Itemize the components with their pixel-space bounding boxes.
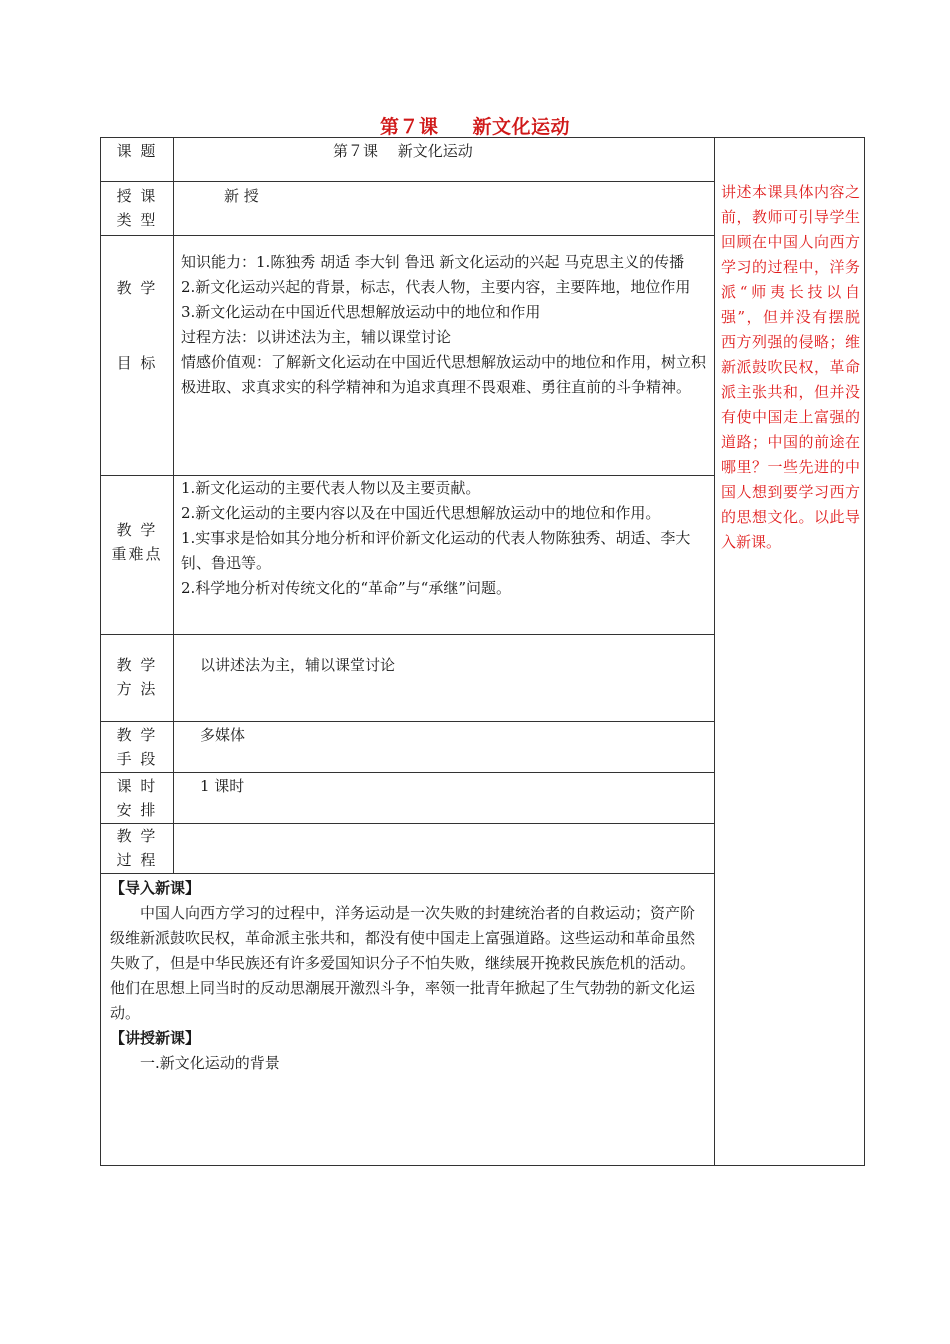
topic-text: 第７课 新文化运动 bbox=[333, 142, 473, 160]
label-line: 重难点 bbox=[111, 545, 163, 563]
row-divider bbox=[100, 873, 714, 874]
schedule-value bbox=[200, 774, 727, 799]
objective-line: 2.新文化运动兴起的背景，标志，代表人物，主要内容，主要阵地，地位作用 bbox=[181, 278, 691, 296]
intro-heading: 【导入新课】 bbox=[110, 879, 201, 897]
label-line: 安 排 bbox=[116, 801, 158, 819]
row-divider bbox=[100, 721, 714, 722]
row-divider bbox=[100, 235, 714, 236]
new-lesson-heading: 【讲授新课】 bbox=[110, 1029, 201, 1047]
row-divider bbox=[100, 181, 714, 182]
key-point-line: 2.科学地分析对传统文化的“革命”与“承继”问题。 bbox=[181, 579, 511, 597]
label-line: 方 法 bbox=[116, 680, 158, 698]
schedule-text: 1 课时 bbox=[200, 777, 245, 795]
row-label-objectives-2 bbox=[101, 351, 173, 375]
section-one-heading: 一.新文化运动的背景 bbox=[140, 1054, 280, 1072]
row-label-method bbox=[101, 653, 173, 701]
objective-line: 3.新文化运动在中国近代思想解放运动中的地位和作用 bbox=[181, 303, 541, 321]
row-label-key-points bbox=[101, 518, 173, 566]
method-value bbox=[200, 653, 727, 678]
row-label-lesson-type bbox=[101, 184, 173, 232]
label-line: 手 段 bbox=[116, 750, 158, 768]
lesson-topic: 新文化运动 bbox=[472, 116, 571, 138]
process-content bbox=[110, 876, 705, 1076]
lesson-type-value bbox=[224, 184, 751, 209]
objectives-content bbox=[181, 250, 708, 400]
label-text: 课 题 bbox=[116, 142, 158, 160]
teacher-side-note: 讲述本课具体内容之前，教师可引导学生回顾在中国人向西方学习的过程中，洋务派“师夷长技以自强”，但并没有摆脱西方列强的侵略；维新派鼓吹民权，革命派主张共和，但并没有使中国走上富强的道路；中国的前途在哪里？一些先进的中国人想到要学习西方的思想文化。以此导入新课。 bbox=[721, 183, 860, 551]
means-text: 多媒体 bbox=[200, 726, 246, 744]
key-point-line: 2.新文化运动的主要内容以及在中国近代思想解放运动中的地位和作用。 bbox=[181, 504, 661, 522]
row-divider bbox=[100, 634, 714, 635]
objective-line: 情感价值观：了解新文化运动在中国近代思想解放运动中的地位和作用，树立积极进取、求真求实的科学精神和为追求真理不畏艰难、勇往直前的斗争精神。 bbox=[181, 353, 707, 396]
label-line: 教 学 bbox=[116, 827, 158, 845]
means-value bbox=[200, 723, 727, 748]
label-line: 教 学 bbox=[116, 521, 158, 539]
lesson-type-text: 新 授 bbox=[224, 187, 259, 205]
label-line: 教 学 bbox=[116, 279, 158, 297]
row-label-process bbox=[101, 824, 173, 872]
label-line: 类 型 bbox=[116, 211, 158, 229]
key-point-line: 1.新文化运动的主要代表人物以及主要贡献。 bbox=[181, 479, 481, 497]
row-label-topic bbox=[101, 139, 173, 163]
page-title bbox=[0, 112, 950, 139]
row-divider bbox=[100, 823, 714, 824]
label-column-divider bbox=[173, 137, 174, 873]
objective-line: 知识能力：1.陈独秀 胡适 李大钊 鲁迅 新文化运动的兴起 马克思主义的传播 bbox=[181, 253, 685, 271]
label-line: 过 程 bbox=[116, 851, 158, 869]
key-points-content bbox=[181, 476, 708, 601]
method-text: 以讲述法为主，辅以课堂讨论 bbox=[200, 656, 396, 674]
row-label-schedule bbox=[101, 774, 173, 822]
key-point-line: 1.实事求是恰如其分地分析和评价新文化运动的代表人物陈独秀、胡适、李大钊、鲁迅等。 bbox=[181, 529, 691, 572]
intro-paragraph: 中国人向西方学习的过程中，洋务运动是一次失败的封建统治者的自救运动；资产阶级维新派鼓吹民权，革命派主张共和，都没有使中国走上富强道路。这些运动和革命虽然失败了，但是中华民族还有许多爱国知识分子不怕失败，继续展开挽救民族危机的活动。他们在思想上同当时的反动思潮展开激烈斗争，率领一批青年掀起了生气勃勃的新文化运动。 bbox=[110, 904, 696, 1022]
side-column-divider bbox=[714, 137, 715, 1166]
label-line: 课 时 bbox=[116, 777, 158, 795]
objective-line: 过程方法：以讲述法为主，辅以课堂讨论 bbox=[181, 328, 452, 346]
row-divider bbox=[100, 772, 714, 773]
label-line: 授 课 bbox=[116, 187, 158, 205]
label-line: 目 标 bbox=[116, 354, 158, 372]
row-label-means bbox=[101, 723, 173, 771]
row-label-objectives bbox=[101, 276, 173, 300]
topic-value bbox=[333, 139, 633, 164]
lesson-number: 第７课 bbox=[379, 116, 439, 138]
label-line: 教 学 bbox=[116, 726, 158, 744]
label-line: 教 学 bbox=[116, 656, 158, 674]
